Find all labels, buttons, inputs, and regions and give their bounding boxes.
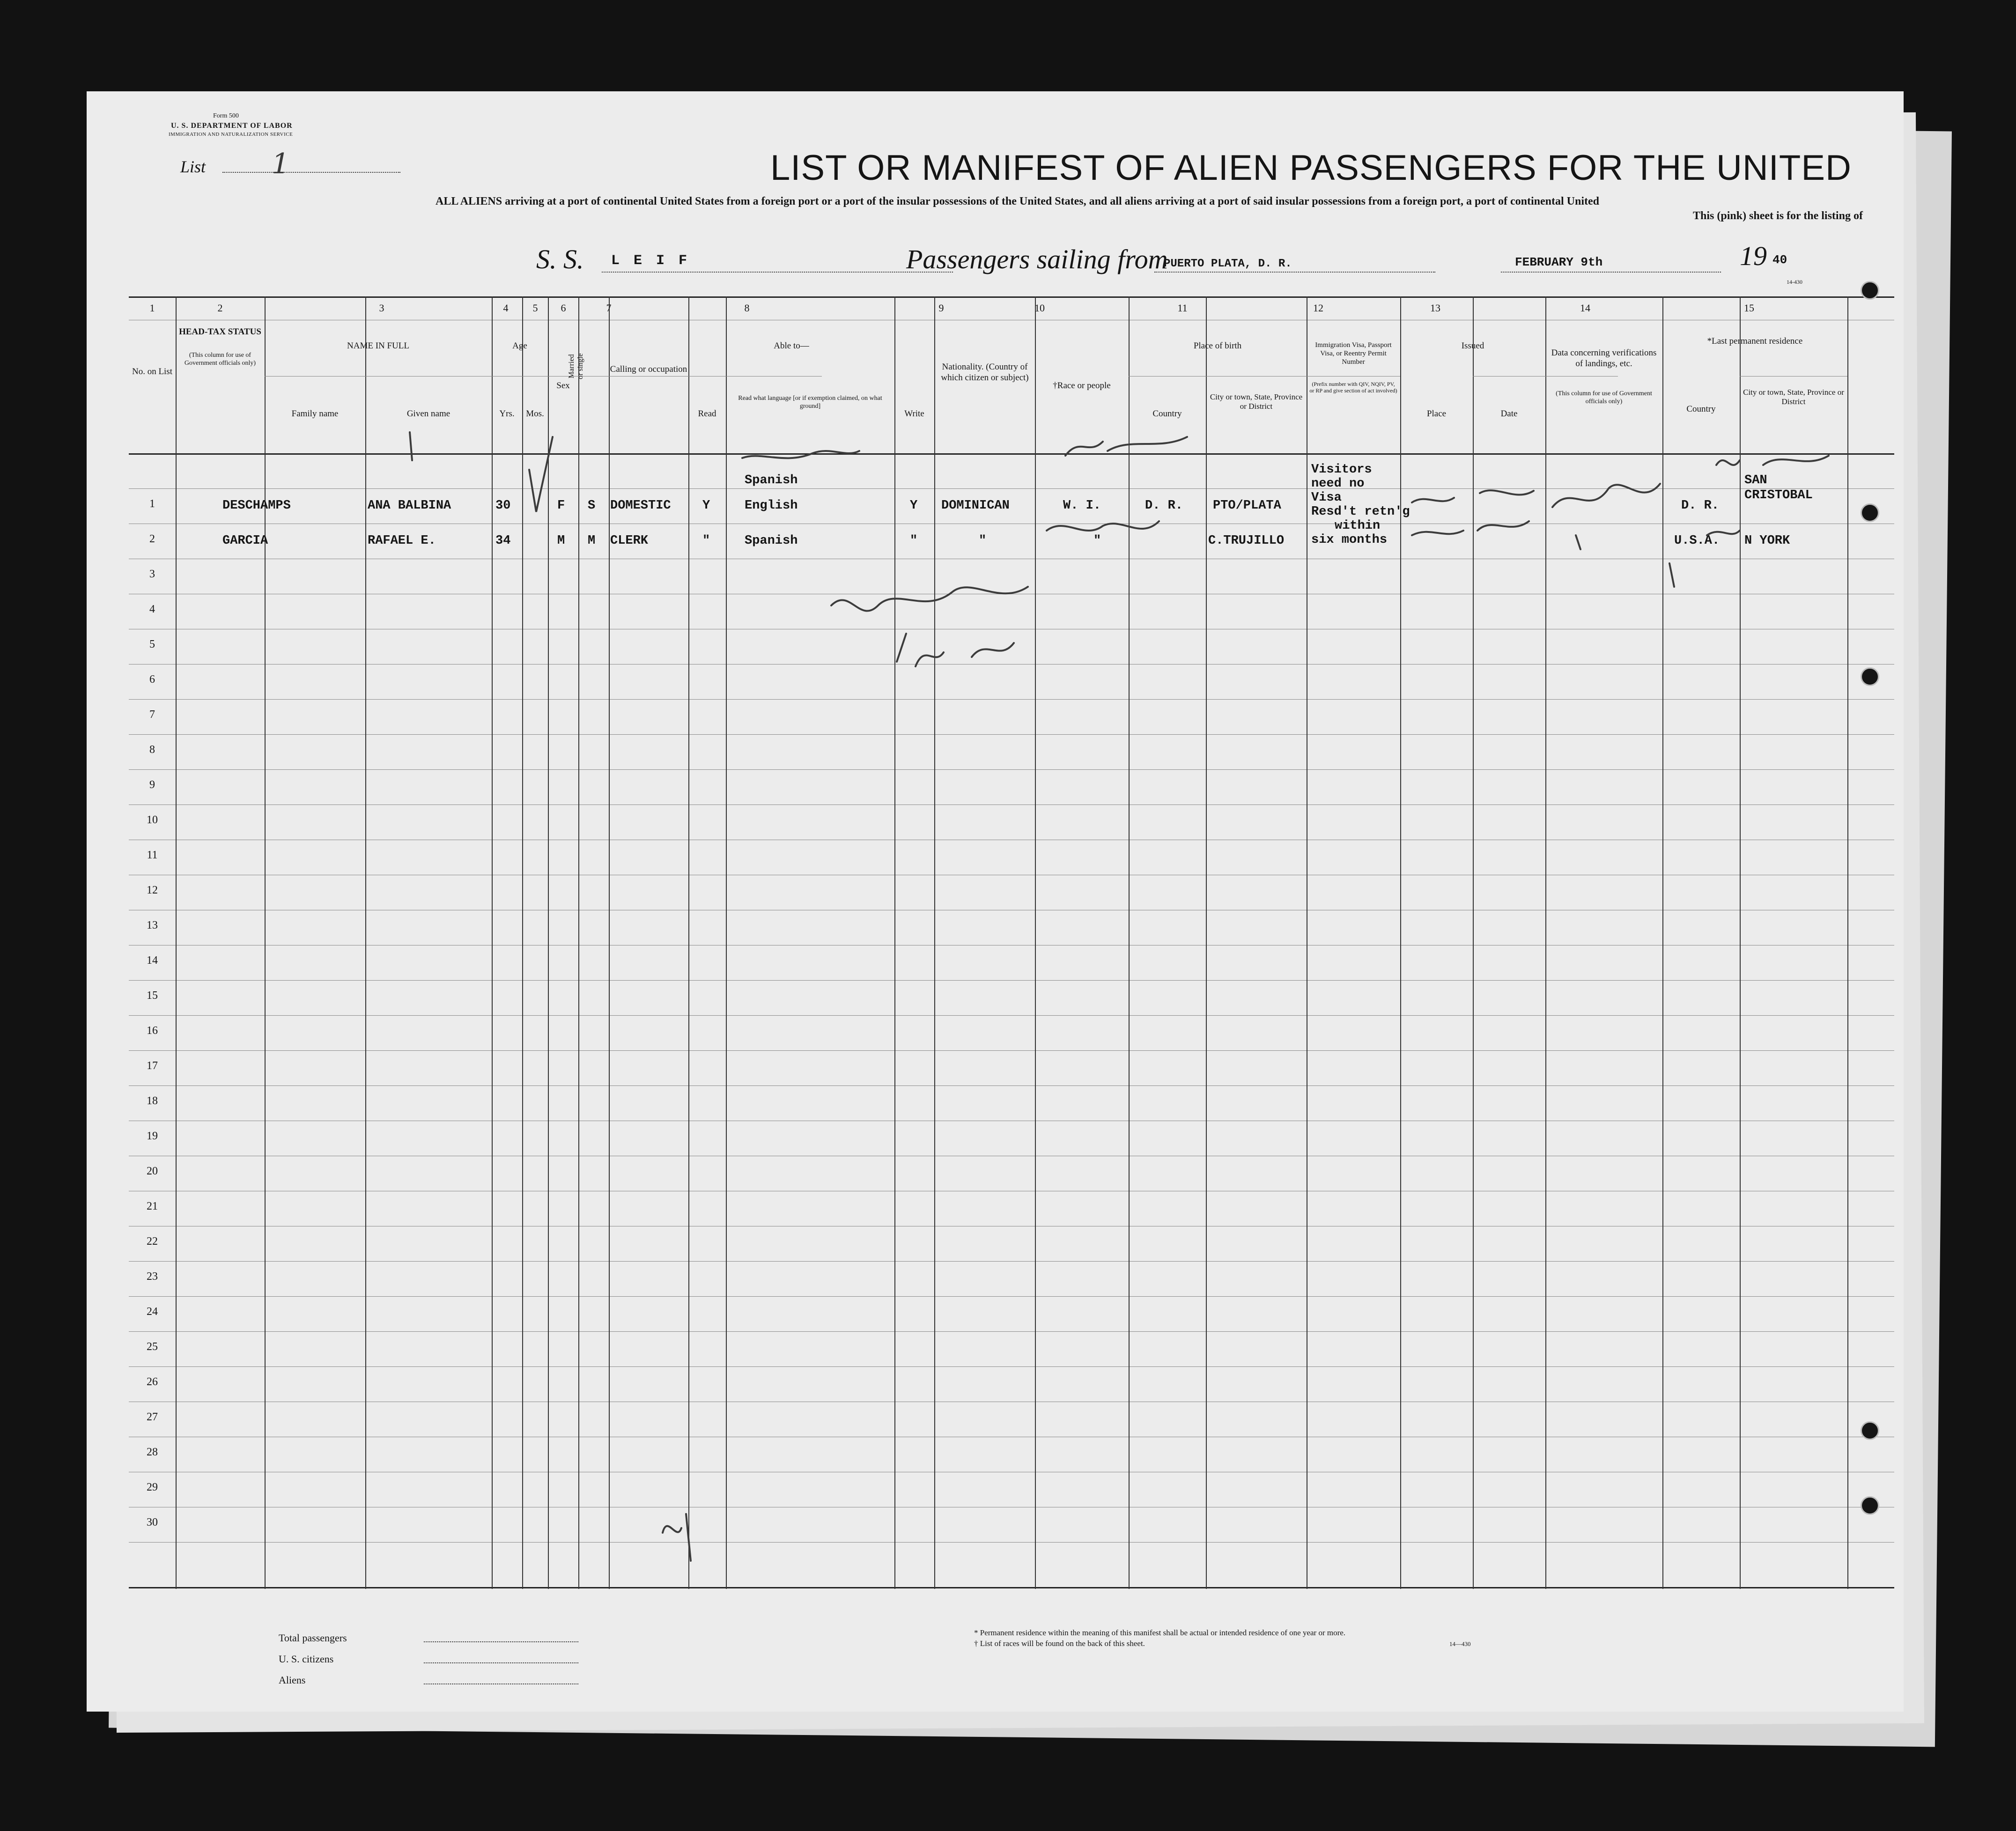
header-nationality: Nationality. (Country of which citizen or subject)	[941, 362, 1029, 383]
header-head-tax-note: (This column for use of Government officials only)	[184, 352, 256, 367]
header-given-name: Given name	[406, 409, 450, 419]
aliens-line	[424, 1683, 578, 1684]
date-fill-line	[1501, 272, 1721, 273]
column-number: 8	[744, 302, 750, 314]
passenger-visa: Visa	[1311, 491, 1342, 505]
row-number: 14	[147, 954, 158, 967]
row-number: 6	[149, 673, 155, 686]
column-number: 14	[1580, 302, 1590, 314]
row-number: 8	[149, 744, 155, 756]
passenger-occupation: DOMESTIC	[610, 499, 671, 513]
header-issued-date: Date	[1500, 409, 1518, 419]
row-number: 11	[147, 849, 158, 861]
column-number: 10	[1034, 302, 1045, 314]
column-number: 7	[606, 302, 612, 314]
passenger-residence-country: D. R.	[1681, 499, 1720, 513]
form-number: Form 500	[213, 112, 239, 119]
manifest-subtitle-2: This (pink) sheet is for the listing of	[1693, 210, 1863, 222]
binder-hole	[1861, 281, 1879, 300]
passenger-can-read: "	[702, 534, 710, 548]
column-number: 3	[379, 302, 384, 314]
sailing-date: FEBRUARY 9th	[1515, 255, 1603, 269]
row-number: 7	[149, 709, 155, 721]
passenger-read-language: Spanish	[745, 534, 798, 548]
passenger-visa: Resd't retn'g	[1311, 505, 1410, 519]
column-number: 13	[1430, 302, 1440, 314]
us-citizens-line	[424, 1662, 578, 1663]
header-able-to: Able to—	[774, 341, 809, 351]
binder-hole	[1861, 667, 1879, 686]
form-code: 14-430	[1787, 279, 1802, 285]
binder-hole	[1861, 503, 1879, 522]
header-data-note: (This column for use of Government officials only)	[1556, 390, 1652, 405]
port-of-sailing: PUERTO PLATA, D. R.	[1164, 258, 1292, 270]
aliens-label: Aliens	[279, 1674, 306, 1686]
row-number: 28	[147, 1446, 158, 1458]
list-label: List	[180, 157, 206, 176]
header-write: Write	[904, 409, 924, 419]
column-number: 9	[938, 302, 944, 314]
header-residence-city: City or town, State, Province or District	[1743, 388, 1844, 406]
passenger-family-name: DESCHAMPS	[222, 499, 291, 513]
year-prefix: 19	[1740, 241, 1767, 271]
passenger-can-read: Y	[702, 499, 710, 513]
header-issued-place: Place	[1426, 409, 1447, 419]
row-number: 26	[147, 1376, 158, 1388]
binder-hole	[1861, 1421, 1879, 1440]
row-number: 29	[147, 1481, 158, 1493]
footer-form-code: 14—430	[1449, 1640, 1471, 1647]
column-number: 4	[503, 302, 509, 314]
passenger-race: "	[1093, 534, 1101, 548]
header-data-concerning: Data concerning verifications of landings, etc.	[1551, 348, 1657, 369]
residence-footnote: * Permanent residence within the meaning of this manifest shall be actual or intended residence of one year or more.	[974, 1628, 1346, 1637]
total-passengers-label: Total passengers	[279, 1632, 347, 1644]
ss-label: S. S.	[536, 244, 584, 274]
passenger-visa: within	[1335, 519, 1381, 533]
row-number: 23	[147, 1270, 158, 1283]
list-number: 1	[272, 148, 290, 180]
passenger-sex: M	[557, 534, 565, 548]
port-fill-line	[1154, 272, 1435, 273]
service-name: IMMIGRATION AND NATURALIZATION SERVICE	[169, 132, 293, 137]
manifest-table	[129, 296, 1894, 1589]
header-visa-note: (Prefix number with QIV, NQIV, PV, or RP and give section of act involved)	[1309, 381, 1397, 394]
row-number: 30	[147, 1516, 158, 1528]
header-race: †Race or people	[1053, 381, 1111, 391]
manifest-sheet	[87, 91, 1904, 1712]
passenger-race: W. I.	[1063, 499, 1101, 513]
header-name-in-full: NAME IN FULL	[347, 341, 409, 351]
year-suffix: 40	[1772, 253, 1787, 267]
passenger-birth-city: C.TRUJILLO	[1208, 534, 1285, 548]
row-number: 13	[147, 919, 158, 931]
passenger-given-name: ANA BALBINA	[368, 499, 451, 513]
header-sex: Sex	[556, 381, 570, 391]
row-number: 24	[147, 1306, 158, 1318]
row-number: 4	[149, 603, 155, 615]
header-head-tax: HEAD-TAX STATUS	[179, 327, 261, 337]
row-number: 25	[147, 1341, 158, 1353]
row-number: 16	[147, 1025, 158, 1037]
column-number: 15	[1744, 302, 1754, 314]
header-read: Read	[698, 409, 716, 419]
manifest-subtitle: ALL ALIENS arriving at a port of continental United States from a foreign port or a port of the insular possessions of the United States, and all aliens arriving at a port of said insular possessions from a foreign port, a port of continental United	[436, 195, 1599, 207]
header-birth-city: City or town, State, Province or District	[1210, 392, 1303, 411]
row-number: 15	[147, 989, 158, 1002]
row-number: 3	[149, 568, 155, 580]
department: U. S. DEPARTMENT OF LABOR	[171, 122, 293, 130]
passenger-family-name: GARCIA	[222, 534, 268, 548]
passenger-can-write: "	[910, 534, 918, 548]
row-number: 9	[149, 779, 155, 791]
header-family-name: Family name	[291, 409, 339, 419]
column-number: 6	[561, 302, 566, 314]
row-number: 1	[149, 498, 155, 510]
column-number: 2	[217, 302, 223, 314]
header-calling: Calling or occupation	[610, 364, 687, 374]
passenger-residence-city: CRISTOBAL	[1744, 488, 1813, 502]
passenger-visa: Visitors	[1311, 463, 1372, 477]
passenger-can-write: Y	[910, 499, 918, 513]
passenger-nationality: DOMINICAN	[941, 499, 1010, 513]
header-last-residence: *Last permanent residence	[1707, 336, 1803, 346]
row-number: 27	[147, 1411, 158, 1423]
header-birth-country: Country	[1152, 409, 1182, 419]
column-number: 1	[149, 302, 155, 314]
column-number: 11	[1177, 302, 1188, 314]
passenger-residence-city: SAN	[1744, 473, 1767, 487]
ship-name: L E I F	[611, 253, 690, 269]
binder-hole	[1861, 1496, 1879, 1515]
header-mos: Mos.	[526, 409, 544, 419]
row-number: 17	[147, 1060, 158, 1072]
row-number: 22	[147, 1235, 158, 1248]
header-visa: Immigration Visa, Passport Visa, or Reentry Permit Number	[1315, 341, 1392, 366]
row-number: 20	[147, 1165, 158, 1177]
passenger-age-years: 30	[495, 499, 511, 513]
row-number: 18	[147, 1095, 158, 1107]
sailing-label: Passengers sailing from	[906, 244, 1168, 274]
header-read-language: Read what language [or if exemption claimed, on what ground]	[738, 395, 882, 410]
row-number: 21	[147, 1200, 158, 1212]
passenger-nationality: "	[979, 534, 987, 548]
passenger-marital-status: S	[588, 499, 596, 513]
header-residence-country: Country	[1686, 404, 1716, 414]
row-number: 10	[147, 814, 158, 826]
checkmark	[529, 437, 553, 512]
row-number: 12	[147, 884, 158, 896]
passenger-visa: six months	[1311, 533, 1388, 547]
passenger-read-language: English	[745, 499, 798, 513]
header-age: Age	[512, 341, 527, 351]
row-number: 19	[147, 1130, 158, 1142]
header-yrs: Yrs.	[499, 409, 515, 419]
passenger-marital-status: M	[588, 534, 596, 548]
manifest-title: LIST OR MANIFEST OF ALIEN PASSENGERS FOR THE UNITED	[770, 148, 1852, 188]
passenger-given-name: RAFAEL E.	[368, 534, 436, 548]
passenger-birth-country: D. R.	[1145, 499, 1183, 513]
row-number: 2	[149, 533, 155, 545]
passenger-age-years: 34	[495, 534, 511, 548]
list-fill-line	[222, 172, 400, 173]
column-number: 12	[1313, 302, 1323, 314]
row-number: 5	[149, 638, 155, 650]
passenger-residence-country: U.S.A.	[1674, 534, 1720, 548]
races-footnote: † List of races will be found on the back of this sheet.	[974, 1639, 1145, 1648]
ship-fill-line	[602, 272, 953, 273]
column-number: 5	[532, 302, 538, 314]
header-no-on-list: No. on List	[132, 367, 173, 377]
passenger-sex: F	[557, 499, 565, 513]
header-issued: Issued	[1461, 341, 1484, 351]
passenger-residence-city: N YORK	[1744, 534, 1790, 548]
header-married: Married or single	[567, 353, 584, 379]
total-passengers-line	[424, 1641, 578, 1642]
us-citizens-label: U. S. citizens	[279, 1653, 334, 1665]
passenger-birth-city: PTO/PLATA	[1213, 499, 1281, 513]
handwritten-annotations	[129, 296, 1894, 1589]
passenger-read-language: Spanish	[745, 473, 798, 487]
passenger-visa: need no	[1311, 477, 1365, 491]
passenger-occupation: CLERK	[610, 534, 649, 548]
header-place-of-birth: Place of birth	[1193, 341, 1242, 351]
